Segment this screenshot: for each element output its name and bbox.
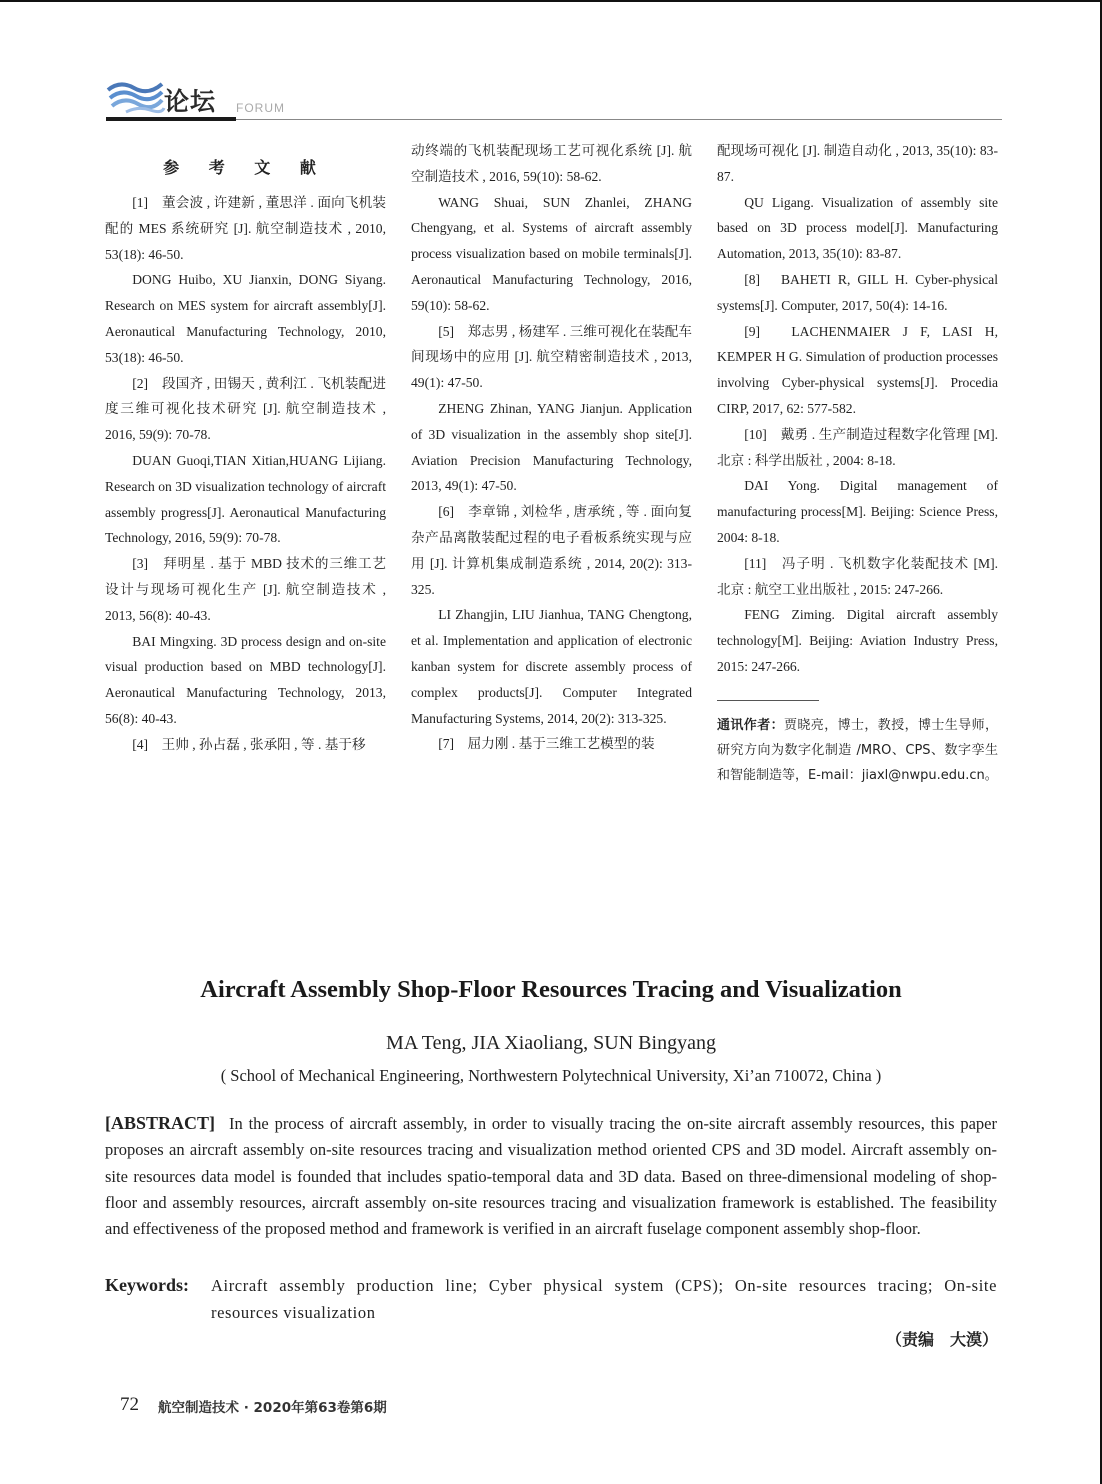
english-affiliation: ( School of Mechanical Engineering, Northwestern Polytechnical University, Xi’an 710072, China ) bbox=[220, 1066, 882, 1085]
reference-entry: DONG Huibo, XU Jianxin, DONG Siyang. Research on MES system for aircraft assembly[J]. Aeronautical Manufacturing Technology, 2010, 53(18): 46-50. bbox=[105, 272, 386, 365]
keywords-label: Keywords: bbox=[105, 1275, 189, 1295]
reference-entry: QU Ligang. Visualization of assembly site based on 3D process model[J]. Manufacturing Automation, 2013, 35(10): 83-87. bbox=[717, 194, 998, 262]
reference-entry: DUAN Guoqi,TIAN Xitian,HUANG Lijiang. Research on 3D visualization technology of aircraft assembly progress[J]. Aeronautical Manufacturing Technology, 2016, 59(9): 70-78. bbox=[105, 452, 386, 546]
references-title: 参 考 文 献 bbox=[163, 158, 328, 177]
english-title: Aircraft Assembly Shop-Floor Resources Tracing and Visualization bbox=[200, 976, 902, 1003]
reference-entry: LI Zhangjin, LIU Jianhua, TANG Chengtong, et al. Implementation and application of electronic kanban system for discrete assembly process of complex products[J]. Computer Integrated Manufacturing Systems, 2014, 20(2): 313-325. bbox=[411, 607, 692, 726]
reference-entry: 动终端的飞机装配现场工艺可视化系统 [J]. 航空制造技术 , 2016, 59(10): 58-62. bbox=[411, 143, 692, 184]
abstract bbox=[105, 1110, 997, 1242]
reference-entry: WANG Shuai, SUN Zhanlei, ZHANG Chengyang, et al. Systems of aircraft assembly process visualization based on mobile terminals[J]. Aeronautical Manufacturing Technology, 2016, 59(10): 58-62. bbox=[411, 194, 692, 313]
top-border bbox=[0, 0, 1102, 2]
reference-entry: [6] 李章锦 , 刘检华 , 唐承统 , 等 . 面向复杂产品离散装配过程的电子看板系统实现与应用 [J]. 计算机集成制造系统 , 2014, 20(2): 313-325. bbox=[411, 504, 692, 597]
abstract-text: In the process of aircraft assembly, in order to visually tracing the on-site aircraft assembly resources, this paper proposes an aircraft assembly on-site resources tracing and visualization method oriented CPS and 3D model. Aircraft assembly on-site resources data model is founded that includes spatio-temporal data and 3D data. Based on three-dimensional modeling of shop-floor and assembly resources, aircraft assembly on-site resources tracing and visualization framework is established. The feasibility and effectiveness of the proposed method and framework is verified in an aircraft fuselage component assembly shop-floor. bbox=[105, 1114, 997, 1239]
reference-entry: [4] 王帅 , 孙占磊 , 张承阳 , 等 . 基于移 bbox=[132, 736, 366, 752]
reference-entry: 配现场可视化 [J]. 制造自动化 , 2013, 35(10): 83-87. bbox=[717, 143, 998, 184]
corresponding-author-note bbox=[717, 713, 998, 788]
editor-note: （责编 大漠） bbox=[885, 1330, 998, 1349]
author-note-text: 贾晓亮，博士，教授，博士生导师，研究方向为数字化制造 /MRO、CPS、数字孪生和智能制造等，E-mail：jiaxl@nwpu.edu.cn。 bbox=[717, 717, 998, 783]
section-title-en: FORUM bbox=[236, 101, 285, 115]
references-column-2 bbox=[411, 138, 692, 757]
reference-entry: [9] LACHENMAIER J F, LASI H, KEMPER H G. Simulation of production processes involving Cyber-physical systems[J]. Procedia CIRP, 2017, 62: 577-582. bbox=[717, 323, 998, 416]
reference-entry: BAI Mingxing. 3D process design and on-site visual production based on MBD technology[J]. Aeronautical Manufacturing Technology, 2013, 56(8): 40-43. bbox=[105, 633, 386, 726]
reference-entry: ZHENG Zhinan, YANG Jianjun. Application of 3D visualization in the assembly shop site[J]. Aviation Precision Manufacturing Technology, 2013, 49(1): 47-50. bbox=[411, 400, 692, 494]
header-rule-thick bbox=[106, 117, 236, 121]
reference-entry: [8] BAHETI R, GILL H. Cyber-physical systems[J]. Computer, 2017, 50(4): 14-16. bbox=[717, 271, 998, 313]
references-column-3 bbox=[717, 138, 998, 788]
reference-entry: [1] 董会波 , 许建新 , 董思洋 . 面向飞机装配的 MES 系统研究 [J]. 航空制造技术 , 2010, 53(18): 46-50. bbox=[105, 195, 386, 262]
author-note-label: 通讯作者： bbox=[717, 717, 784, 733]
reference-entry: DAI Yong. Digital management of manufacturing process[M]. Beijing: Science Press, 2004: 8-18. bbox=[717, 478, 998, 545]
journal-footer: 航空制造技术 · 2020年第63卷第6期 bbox=[158, 1400, 387, 1416]
author-note-rule bbox=[717, 700, 819, 701]
section-title-cn: 论坛 bbox=[164, 87, 217, 116]
reference-entry: [7] 屈力刚 . 基于三维工艺模型的装 bbox=[438, 736, 655, 752]
reference-entry: [5] 郑志男 , 杨建军 . 三维可视化在装配车间现场中的应用 [J]. 航空精密制造技术 , 2013, 49(1): 47-50. bbox=[411, 323, 692, 391]
page-number: 72 bbox=[120, 1394, 139, 1415]
reference-entry: [2] 段国齐 , 田锡天 , 黄利江 . 飞机装配进度三维可视化技术研究 [J]. 航空制造技术 , 2016, 59(9): 70-78. bbox=[105, 375, 386, 443]
reference-entry: [11] 冯子明 . 飞机数字化装配技术 [M]. 北京 : 航空工业出版社 , 2015: 247-266. bbox=[717, 555, 998, 597]
references-column-1 bbox=[105, 190, 386, 758]
keywords-text: Aircraft assembly production line; Cyber physical system (CPS); On-site resources tracing; On-site resources visualization bbox=[211, 1276, 997, 1322]
reference-entry: [10] 戴勇 . 生产制造过程数字化管理 [M]. 北京 : 科学出版社 , 2004: 8-18. bbox=[717, 426, 998, 468]
reference-entry: FENG Ziming. Digital aircraft assembly technology[M]. Beijing: Aviation Industry Press, 2015: 247-266. bbox=[717, 607, 998, 674]
forum-wave-icon bbox=[106, 76, 166, 116]
header-rule-thin bbox=[236, 119, 1002, 120]
reference-entry: [3] 拜明星 . 基于 MBD 技术的三维工艺设计与现场可视化生产 [J]. 航空制造技术 , 2013, 56(8): 40-43. bbox=[105, 556, 386, 623]
abstract-label: [ABSTRACT] bbox=[105, 1113, 216, 1133]
section-header bbox=[106, 76, 1002, 124]
english-authors: MA Teng, JIA Xiaoliang, SUN Bingyang bbox=[386, 1032, 716, 1054]
